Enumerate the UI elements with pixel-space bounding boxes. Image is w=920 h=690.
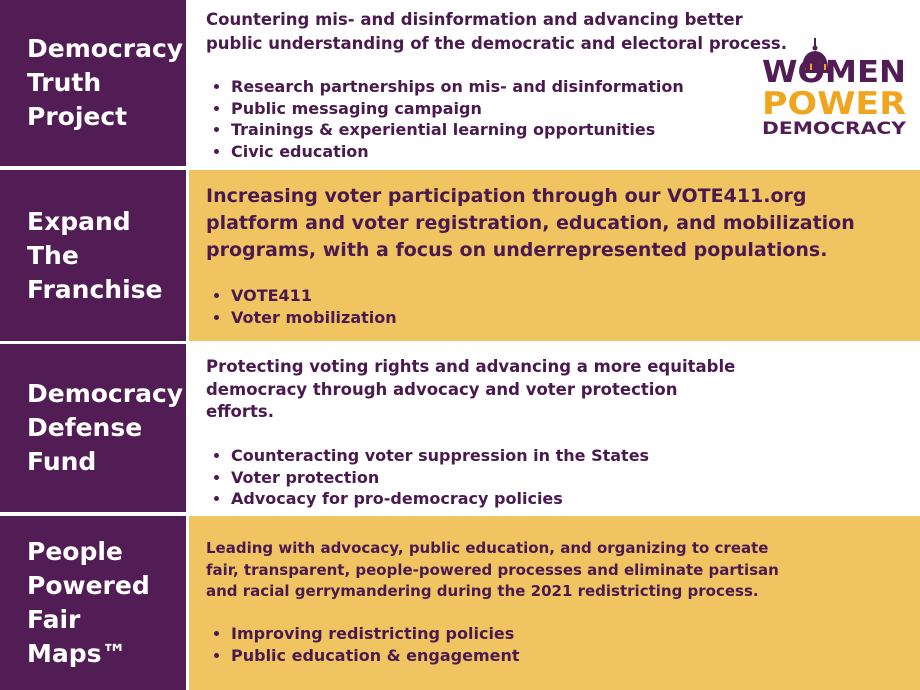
logo-line-power: POWER xyxy=(762,86,907,122)
list-item: • VOTE411 xyxy=(231,285,397,307)
program-row-democracy-defense-fund xyxy=(0,344,920,512)
list-item: • Public education & engagement xyxy=(231,645,520,667)
program-items xyxy=(217,623,520,666)
program-items xyxy=(217,76,684,162)
program-description: Leading with advocacy, public education, and organizing to create fair, transparent, people-powered processes and eliminate partisan and racial gerrymandering during the 2021 redistricting process. xyxy=(206,539,779,600)
logo-line-democracy: DEMOCRACY xyxy=(762,119,907,138)
program-content xyxy=(189,516,920,690)
program-title-cell xyxy=(0,170,186,341)
program-title: Democracy Defense Fund xyxy=(27,379,184,476)
women-power-democracy-logo xyxy=(760,38,908,138)
list-item: • Civic education xyxy=(231,141,684,163)
program-row-people-powered-fair-maps xyxy=(0,516,920,690)
program-title-cell xyxy=(0,344,186,512)
program-description: Increasing voter participation through our VOTE411.org platform and voter registration, education, and mobilization programs, with a focus on underrepresented populations. xyxy=(206,185,855,261)
list-item: • Voter mobilization xyxy=(231,307,397,329)
program-content xyxy=(189,344,920,512)
list-item: • Trainings & experiential learning opportunities xyxy=(231,119,684,141)
program-row-democracy-truth xyxy=(0,0,920,166)
program-items xyxy=(217,445,649,510)
program-title-cell xyxy=(0,0,186,166)
list-item: • Research partnerships on mis- and disinformation xyxy=(231,76,684,98)
program-row-expand-the-franchise xyxy=(0,170,920,341)
program-items xyxy=(217,285,397,328)
program-title: Expand The Franchise xyxy=(27,206,163,304)
program-content xyxy=(189,170,920,341)
program-description: Countering mis- and disinformation and advancing better public understanding of the democratic and electoral process. xyxy=(206,10,787,53)
list-item: • Public messaging campaign xyxy=(231,98,684,120)
list-item: • Counteracting voter suppression in the States xyxy=(231,445,649,467)
list-item: • Advocacy for pro-democracy policies xyxy=(231,488,649,510)
list-item: • Improving redistricting policies xyxy=(231,623,520,645)
program-title-cell xyxy=(0,516,186,690)
program-title: Democracy Truth Project xyxy=(27,34,184,131)
program-description: Protecting voting rights and advancing a more equitable democracy through advocacy and voter protection efforts. xyxy=(206,357,736,421)
list-item: • Voter protection xyxy=(231,467,649,489)
program-title: People Powered Fair Maps™ xyxy=(27,537,150,668)
logo-line-women: WOMEN xyxy=(762,55,906,90)
